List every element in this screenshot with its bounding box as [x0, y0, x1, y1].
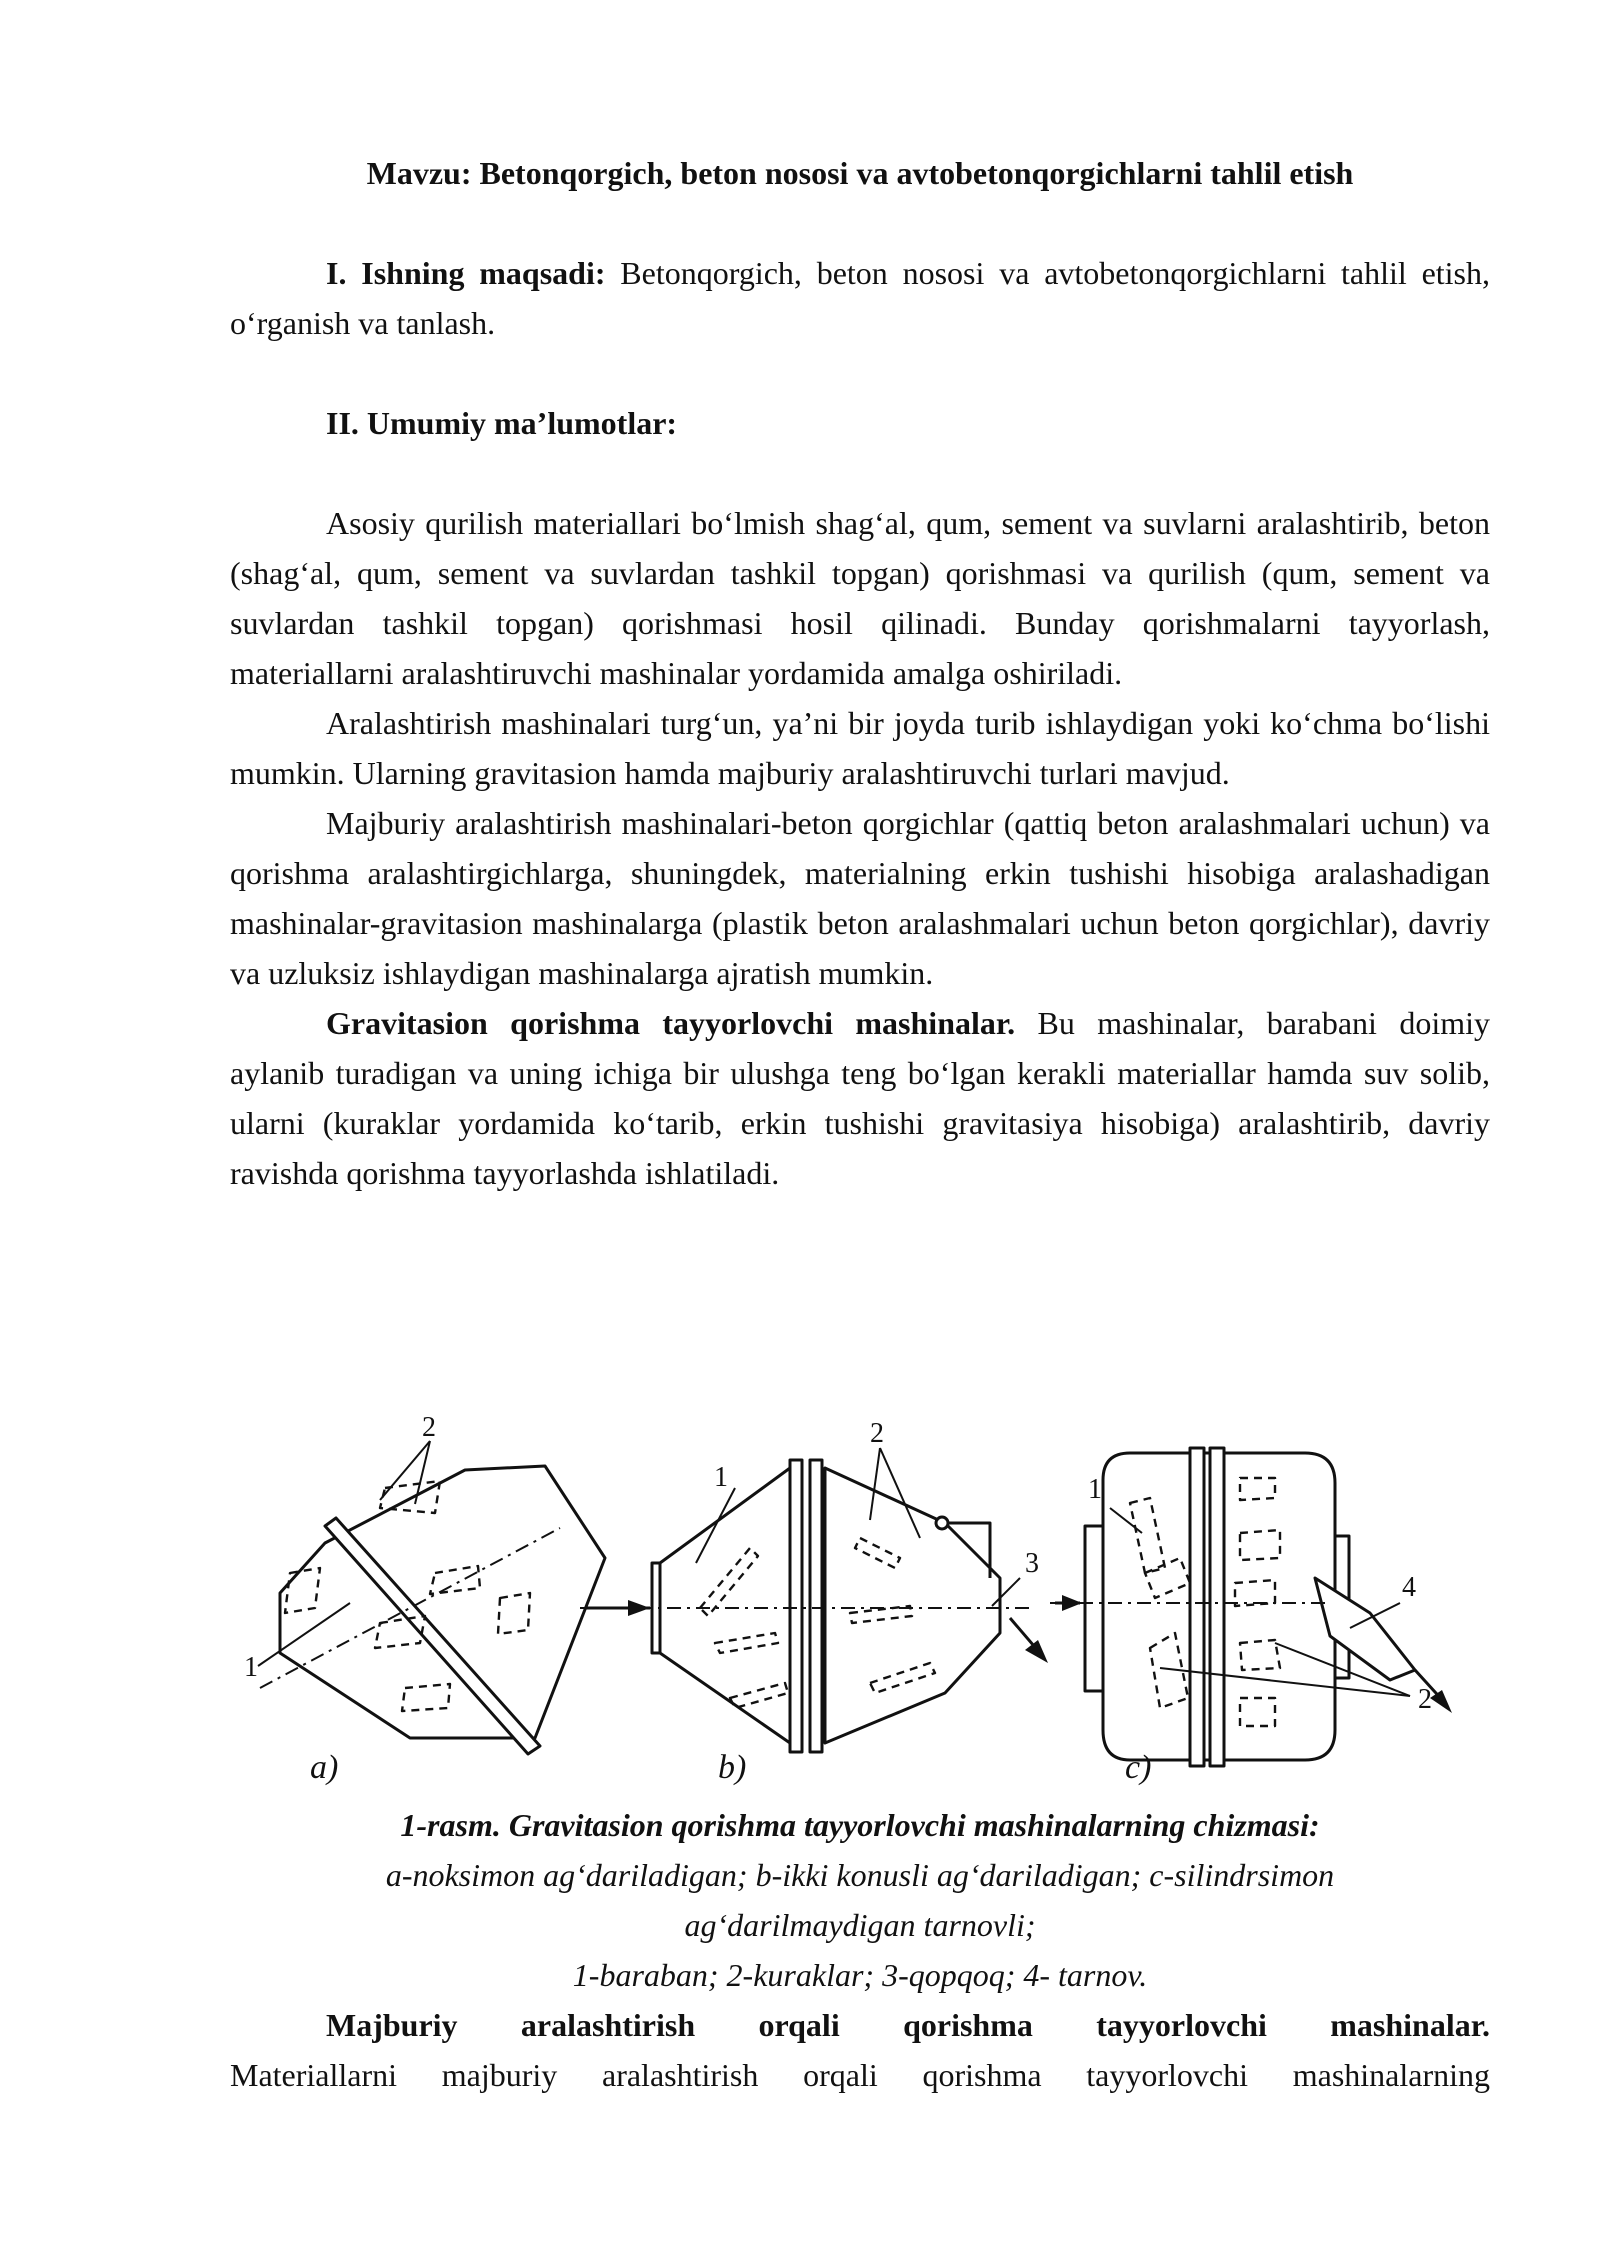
label-2-c: 2 [1418, 1684, 1432, 1715]
label-4-c: 4 [1402, 1572, 1416, 1603]
page-title: Mavzu: Betonqorgich, beton nososi va avtobetonqorgichlarni tahlil etish [366, 155, 1354, 191]
caption-line-4: 1-baraban; 2-kuraklar; 3-qopqoq; 4- tarnov. [572, 1957, 1148, 1993]
paragraph-4 [230, 998, 1490, 1198]
label-3-b: 3 [1025, 1548, 1039, 1579]
label-a: a) [310, 1749, 339, 1786]
section-goal [230, 248, 1490, 348]
caption-line-3: ag‘darilmaydigan tarnovli; [684, 1907, 1036, 1943]
label-1-c: 1 [1088, 1474, 1102, 1505]
paragraph-4-bold: Gravitasion qorishma tayyorlovchi mashinalar. [326, 1005, 1016, 1041]
paragraph-4-text: Bu mashinalar, barabani doimiy aylanib turadigan va uning ichiga bir ulushga teng bo‘lgan kerakli materiallar hamda suv solib, ularni (kuraklar yordamida ko‘tarib, erkin tushishi gravitasiya hisobiga) aralashtirib, davriy ravishda qorishma tayyorlashda ishlatiladi. [230, 1005, 1491, 1191]
drum-c [1050, 1448, 1452, 1766]
next-section-text: Materiallarni majburiy aralashtirish orqali qorishma tayyorlovchi mashinalarning [230, 2057, 1490, 2093]
label-2-a: 2 [422, 1412, 436, 1443]
label-c: c) [1125, 1749, 1152, 1786]
paragraph-2: Aralashtirish mashinalari turg‘un, ya’ni bir joyda turib ishlaydigan yoki ko‘chma bo‘lishi mumkin. Ularning gravitasion hamda majburiy aralashtiruvchi turlari mavjud. [230, 705, 1490, 791]
label-1-b: 1 [714, 1462, 728, 1493]
caption-line-2: a-noksimon ag‘dariladigan; b-ikki konusli ag‘dariladigan; c-silindrsimon [385, 1857, 1335, 1893]
document-body [230, 148, 1490, 1198]
next-section-bold: Majburiy aralashtirish orqali qorishma tayyorlovchi mashinalar. [326, 2007, 1490, 2043]
section-goal-label: I. Ishning maqsadi: [326, 255, 606, 291]
drum-b [580, 1448, 1048, 1752]
section-general-heading: II. Umumiy ma’lumotlar: [326, 405, 678, 441]
mixer-diagram-figure [230, 1408, 1490, 1788]
section-goal-text: Betonqorgich, beton nososi va avtobetonqorgichlarni tahlil etish, o‘rganish va tanlash. [230, 255, 1491, 341]
paragraph-3: Majburiy aralashtirish mashinalari-beton qorgichlar (qattiq beton aralashmalari uchun) va qorishma aralashtirgichlarga, shuningdek, materialning erkin tushishi hisobiga aralashadigan mashinalar-gravitasion mashinalarga (plastik beton aralashmalari uchun beton qorgichlar), davriy va uzluksiz ishlaydigan mashinalarga ajratish mumkin. [230, 805, 1490, 991]
next-section [230, 2000, 1490, 2100]
label-1-a: 1 [244, 1652, 258, 1683]
label-2-b: 2 [870, 1418, 884, 1449]
mixer-diagram [230, 1408, 1490, 1788]
label-b: b) [718, 1749, 747, 1786]
next-section-heading [230, 2000, 1490, 2050]
figure-caption [230, 1800, 1490, 2000]
paragraph-1: Asosiy qurilish materiallari bo‘lmish shag‘al, qum, sement va suvlarni aralashtirib, beton (shag‘al, qum, sement va suvlardan tashkil topgan) qorishmasi va qurilish (qum, sement va suvlardan tashkil topgan) qorishmasi hosil qilinadi. Bunday qorishmalarni tayyorlash, materiallarni aralashtiruvchi mashinalar yordamida amalga oshiriladi. [230, 505, 1490, 691]
drum-a [258, 1441, 605, 1754]
caption-title: 1-rasm. Gravitasion qorishma tayyorlovchi mashinalarning chizmasi: [400, 1807, 1320, 1843]
